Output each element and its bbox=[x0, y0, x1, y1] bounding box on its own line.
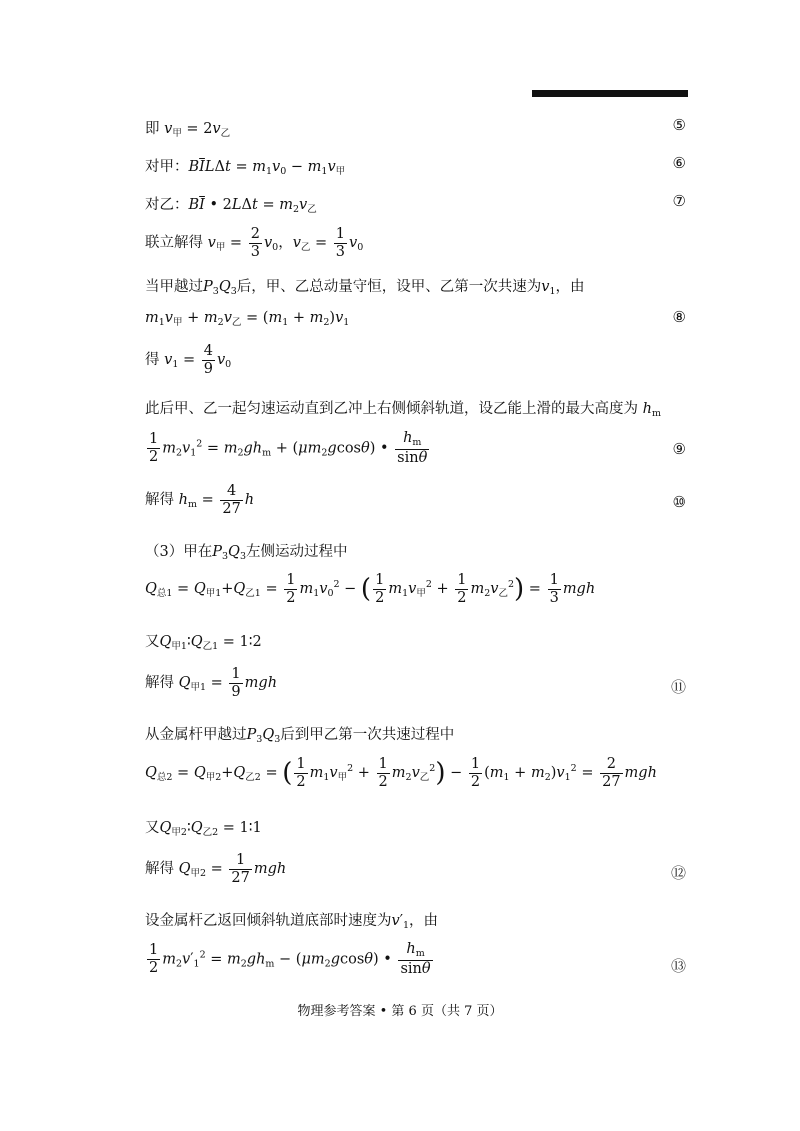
text-incline: 此后甲、乙一起匀速运动直到乙冲上右侧倾斜轨道，设乙能上滑的最大高度为 $h_m$ bbox=[145, 401, 661, 419]
ratio-2: 又$Q_{甲2}∶Q_{乙2}$ = 1∶1 bbox=[145, 820, 262, 838]
equation-13: $\frac{1}{2}$ $m_2v'_1^2 = m_2gh_m - (\mu m_2gcos\theta)$ • $\frac{h_m}{\sin\theta}$ bbox=[149, 941, 431, 977]
page-footer: 物理参考答案 • 第 6 页（共 7 页） bbox=[297, 1004, 503, 1019]
text-return: 设金属杆乙返回倾斜轨道底部时速度为$v'_1$，由 bbox=[145, 913, 439, 931]
equation-number: ⑨ bbox=[672, 440, 686, 458]
equation-number: ⑩ bbox=[672, 493, 686, 511]
equation-number: ⑫ bbox=[670, 864, 686, 882]
equation-11: 解得 $Q_{甲1}$ = $\frac{1}{9}$ mgh bbox=[145, 666, 278, 700]
equation-9: $\frac{1}{2}$ $m_2v_1^2 = m_2gh_m + (\mu m_2gcos\theta)$ • $\frac{h_m}{\sin\theta}$ bbox=[149, 430, 428, 466]
text-part3: （3）甲在$P_3Q_3$左侧运动过程中 bbox=[145, 544, 348, 562]
ratio-1: 又$Q_{甲1}∶Q_{乙1}$ = 1∶2 bbox=[145, 634, 262, 652]
equation-5: 即 $v_甲 = 2v_乙$ bbox=[145, 121, 231, 139]
header-bar bbox=[532, 90, 688, 97]
result-v1: 得 $v_1$ = $\frac{4}{9}$ $v_0$ bbox=[145, 343, 232, 377]
equation-number: ⑪ bbox=[670, 678, 686, 696]
equation-heat-total-1: $Q_{总1} = Q_{甲1}+Q_{乙1}$ = $\frac{1}{2}$ $m_1v_0^2$ − ( $\frac{1}{2}$ $m_1v_甲^2$ + $\frac{1}{2}$ $m_2v_乙^2$) = $\frac{1}{3}$ mgh bbox=[145, 572, 596, 606]
equation-7: 对乙：$B\overline{I}$ • $2L\Delta t = m_2v_乙$ bbox=[145, 197, 317, 215]
equation-number: ⑦ bbox=[672, 192, 686, 210]
equation-heat-total-2: $Q_{总2} = Q_{甲2}+Q_{乙2}$ = ( $\frac{1}{2}$ $m_1v_甲^2$ + $\frac{1}{2}$ $m_2v_乙^2$) − $\frac{1}{2}$ $(m_1 + m_2)v_1^2$ = $\frac{2}{27}$ mgh bbox=[145, 756, 657, 790]
equation-6: 对甲：$B\overline{I}L\Delta t = m_1v_0 - m_1v_甲$ bbox=[145, 159, 346, 177]
equation-12: 解得 $Q_{甲2}$ = $\frac{1}{27}$ mgh bbox=[145, 852, 287, 886]
solution-velocities: 联立解得 $v_甲$ = $\frac{2}{3}$ $v_0$，$v_乙$ = $\frac{1}{3}$ $v_0$ bbox=[145, 226, 364, 260]
equation-10: 解得 $h_m$ = $\frac{4}{27}$ h bbox=[145, 483, 255, 517]
equation-8: $m_1v_甲 + m_2v_乙 = (m_1 + m_2)v_1$ bbox=[145, 310, 350, 328]
equation-number: ⑧ bbox=[672, 308, 686, 326]
equation-number: ⑥ bbox=[672, 154, 686, 172]
text-process-2: 从金属杆甲越过$P_3Q_3$后到甲乙第一次共速过程中 bbox=[145, 727, 455, 745]
text-momentum: 当甲越过$P_3Q_3$后，甲、乙总动量守恒，设甲、乙第一次共速为$v_1$，由 bbox=[145, 279, 585, 297]
equation-number: ⑬ bbox=[670, 957, 686, 975]
equation-number: ⑤ bbox=[672, 116, 686, 134]
